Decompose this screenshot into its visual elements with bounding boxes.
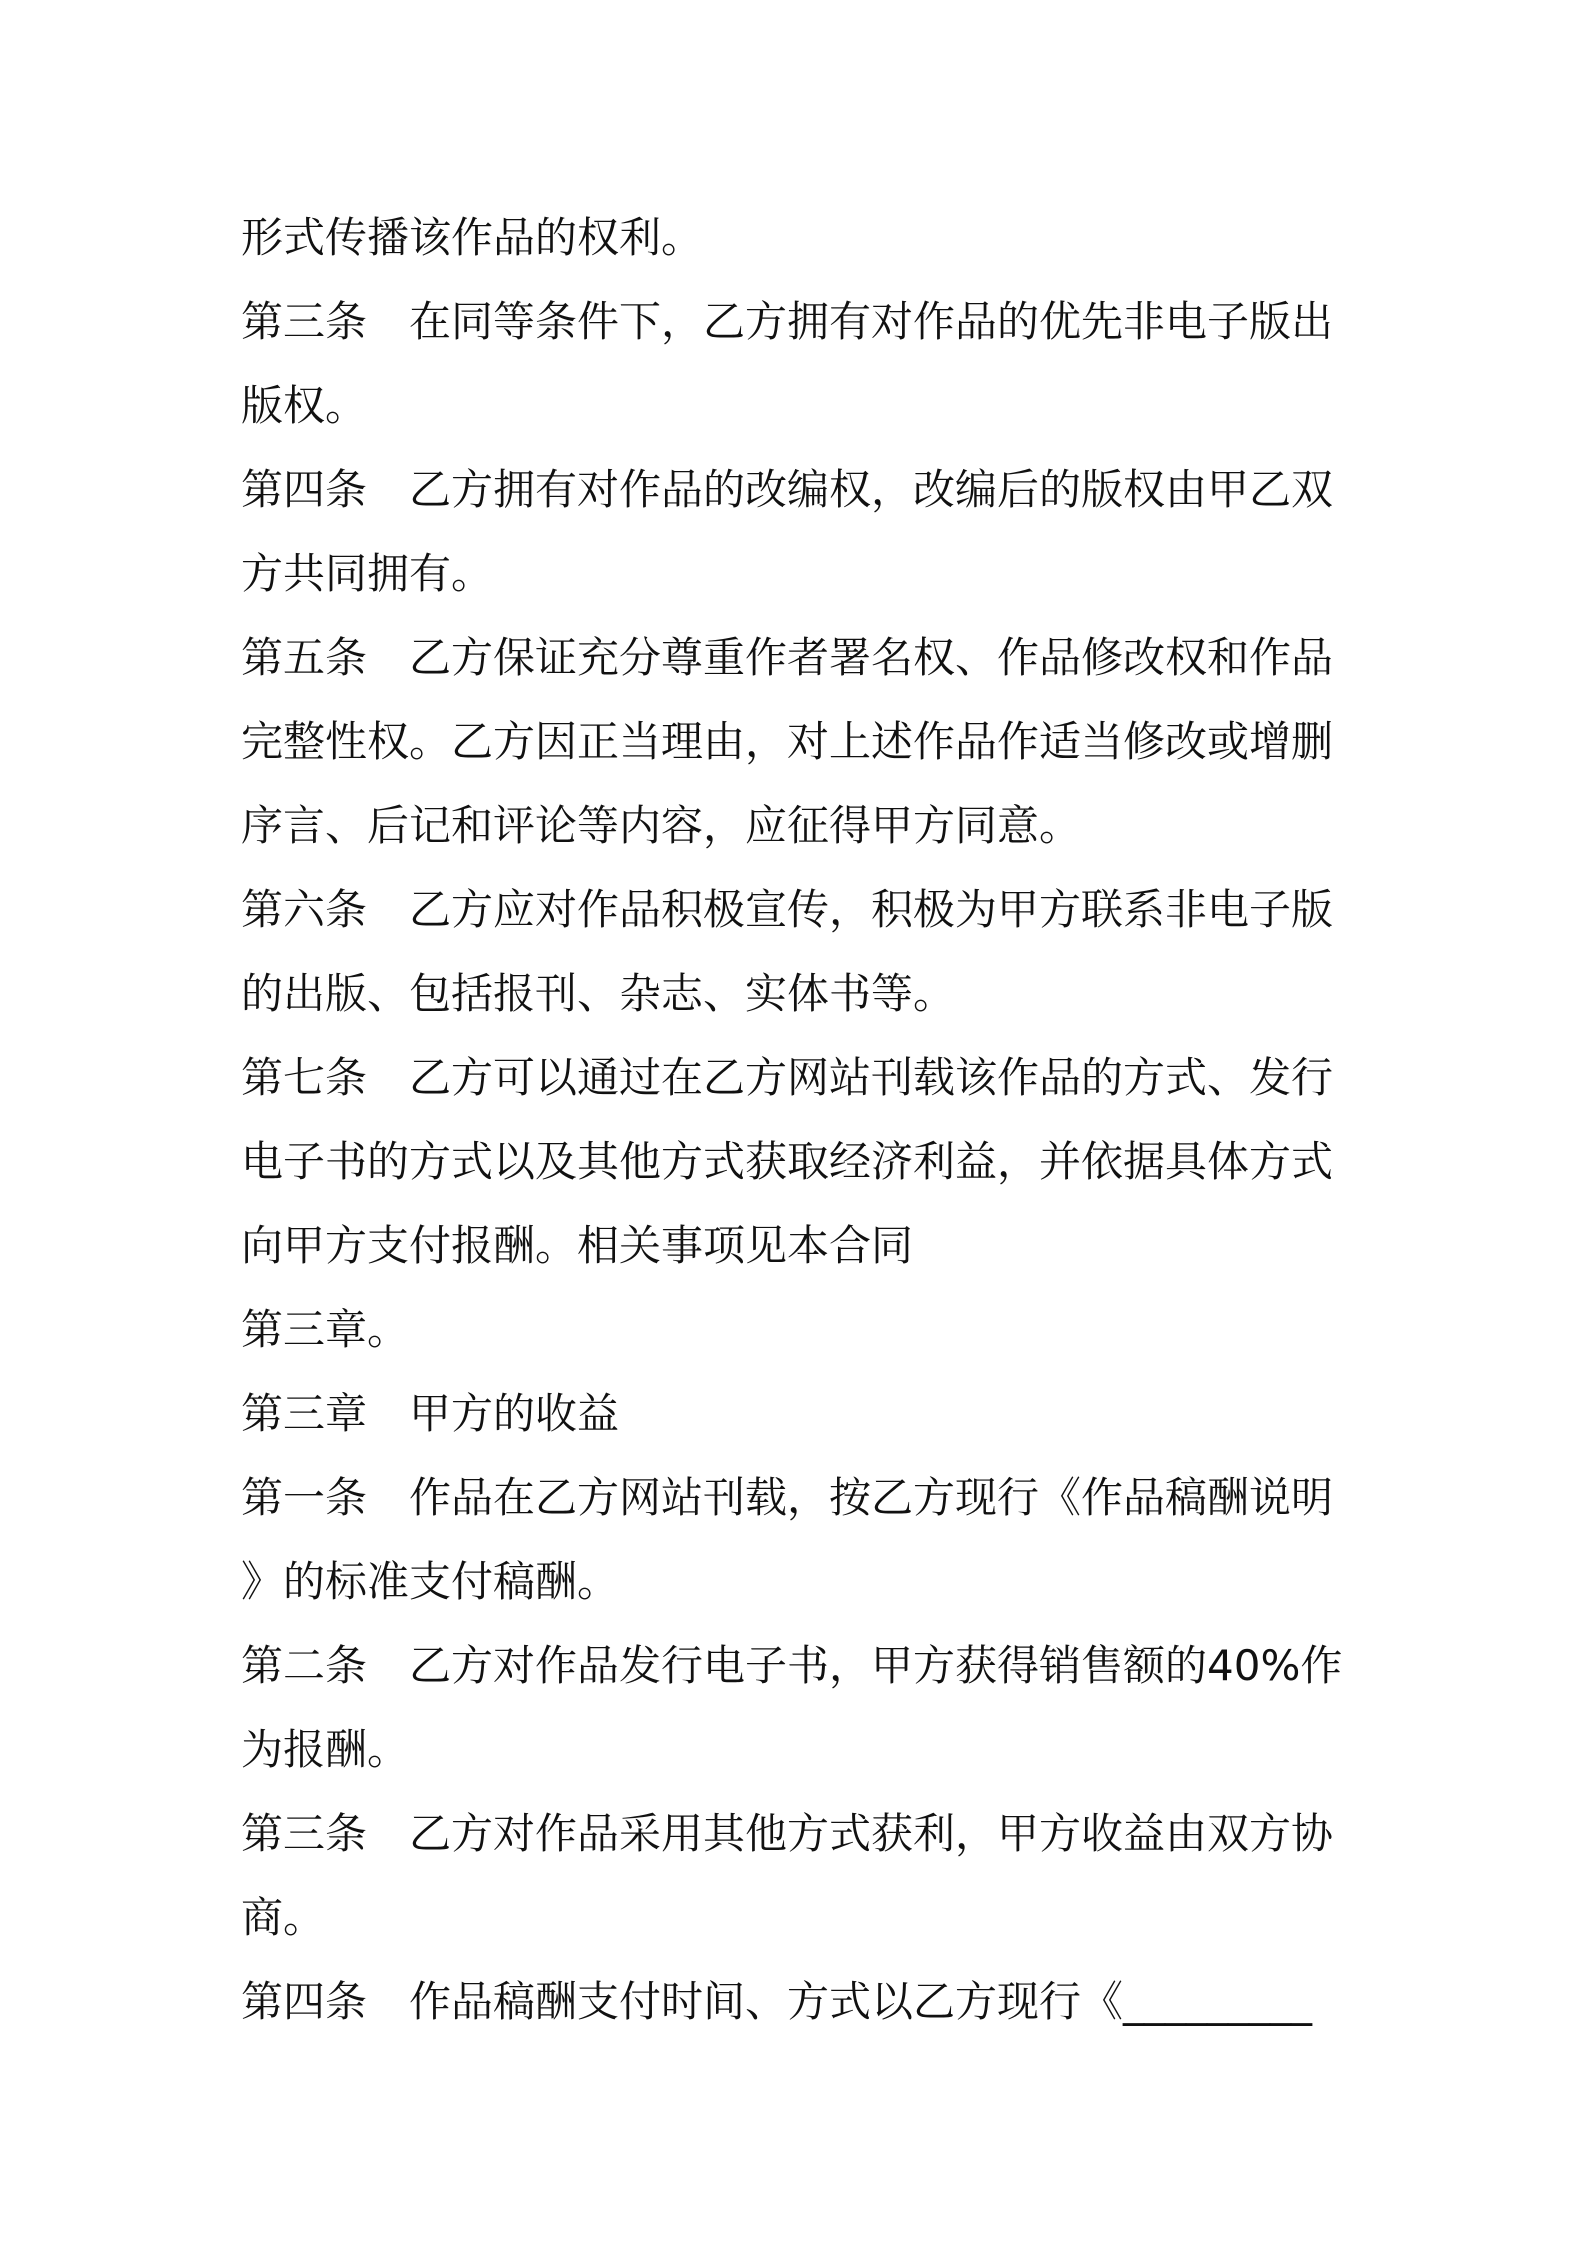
text-line: 序言、后记和评论等内容，应征得甲方同意。 bbox=[241, 801, 1082, 850]
text-line: 第六条 乙方应对作品积极宣传，积极为甲方联系非电子版 bbox=[241, 885, 1334, 934]
text-line: 》的标准支付稿酬。 bbox=[241, 1557, 620, 1606]
text-line: 第二条 乙方对作品发行电子书，甲方获得销售额的40%作 bbox=[241, 1641, 1343, 1690]
text-line: 完整性权。乙方因正当理由，对上述作品作适当修改或增删 bbox=[241, 717, 1334, 766]
text-line: 第三条 在同等条件下，乙方拥有对作品的优先非电子版出 bbox=[241, 297, 1334, 346]
text-line: 第七条 乙方可以通过在乙方网站刊载该作品的方式、发行 bbox=[241, 1053, 1334, 1102]
text-line: 第四条 乙方拥有对作品的改编权，改编后的版权由甲乙双 bbox=[241, 465, 1334, 514]
text-line: 形式传播该作品的权利。 bbox=[241, 213, 704, 262]
text-line: 第三章。 bbox=[241, 1305, 410, 1354]
text-line: 第三章 甲方的收益 bbox=[241, 1389, 620, 1438]
text-line: 为报酬。 bbox=[241, 1725, 410, 1774]
text-line: 商。 bbox=[241, 1893, 326, 1942]
text-line: 的出版、包括报刊、杂志、实体书等。 bbox=[241, 969, 956, 1018]
text-line: 电子书的方式以及其他方式获取经济利益，并依据具体方式 bbox=[241, 1137, 1334, 1186]
text-line: 第一条 作品在乙方网站刊载，按乙方现行《作品稿酬说明 bbox=[241, 1473, 1334, 1522]
text-line: 第四条 作品稿酬支付时间、方式以乙方现行《_________ bbox=[241, 1977, 1313, 2026]
text-line: 版权。 bbox=[241, 381, 368, 430]
contract-text bbox=[241, 196, 1361, 2044]
text-line: 第五条 乙方保证充分尊重作者署名权、作品修改权和作品 bbox=[241, 633, 1334, 682]
text-line: 方共同拥有。 bbox=[241, 549, 494, 598]
text-line: 第三条 乙方对作品采用其他方式获利，甲方收益由双方协 bbox=[241, 1809, 1334, 1858]
text-line: 向甲方支付报酬。相关事项见本合同 bbox=[241, 1221, 914, 1270]
